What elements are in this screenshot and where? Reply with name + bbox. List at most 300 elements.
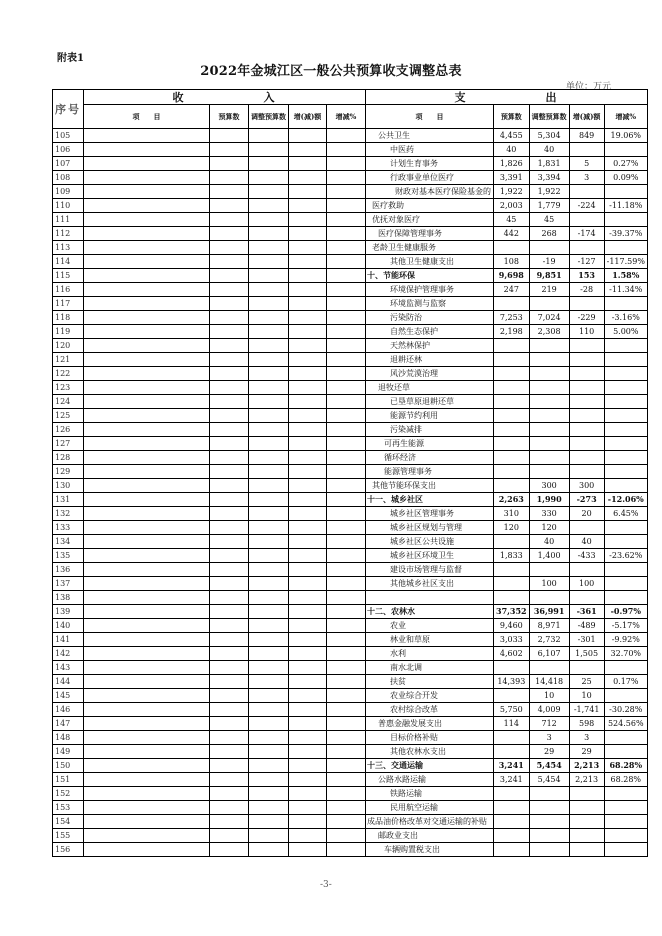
expense-change-cell: 153 (569, 269, 604, 283)
income-change-cell (289, 283, 327, 297)
income-pct-cell (327, 745, 366, 759)
income-budget-cell (210, 773, 249, 787)
income-change-cell (289, 353, 327, 367)
expense-pct-cell: 524.56% (604, 717, 647, 731)
expense-budget-cell (494, 423, 530, 437)
expense-pct-cell (604, 367, 647, 381)
income-budget-cell (210, 815, 249, 829)
expense-change-cell: -127 (569, 255, 604, 269)
income-budget-cell (210, 647, 249, 661)
expense-item-cell: 城乡社区公共设施 (366, 535, 494, 549)
expense-adjusted-cell: 1,779 (529, 199, 569, 213)
expense-item-cell: 已垦草原退耕还草 (366, 395, 494, 409)
expense-change-cell (569, 143, 604, 157)
income-change-cell (289, 717, 327, 731)
seq-cell: 107 (53, 157, 84, 171)
income-budget-cell (210, 619, 249, 633)
expense-change-cell: -301 (569, 633, 604, 647)
expense-item-cell: 城乡社区规划与管理 (366, 521, 494, 535)
income-adjusted-cell (249, 787, 289, 801)
expense-budget-cell (494, 829, 530, 843)
seq-cell: 125 (53, 409, 84, 423)
expense-item-cell: 城乡社区环境卫生 (366, 549, 494, 563)
expense-adjusted-cell (529, 829, 569, 843)
expense-budget-cell (494, 451, 530, 465)
expense-pct-cell (604, 465, 647, 479)
expense-adjusted-cell (529, 801, 569, 815)
income-change-cell (289, 367, 327, 381)
income-change-cell (289, 829, 327, 843)
table-row (53, 619, 648, 633)
income-pct-cell (327, 143, 366, 157)
expense-change-cell (569, 339, 604, 353)
expense-pct-cell (604, 353, 647, 367)
income-change-cell (289, 451, 327, 465)
expense-budget-cell: 4,455 (494, 129, 530, 143)
expense-adjusted-cell: 219 (529, 283, 569, 297)
income-pct-cell (327, 423, 366, 437)
annex-label: 附表1 (57, 53, 84, 64)
expense-adjusted-cell: 36,991 (529, 605, 569, 619)
seq-cell: 119 (53, 325, 84, 339)
income-budget-cell (210, 423, 249, 437)
expense-pct-cell: -9.92% (604, 633, 647, 647)
income-pct-cell (327, 199, 366, 213)
income-pct-cell (327, 787, 366, 801)
income-group-header: 收 入 (84, 90, 366, 105)
income-change-cell (289, 395, 327, 409)
income-item-cell (84, 129, 210, 143)
seq-cell: 138 (53, 591, 84, 605)
expense-item-cell: 建设市场管理与监督 (366, 563, 494, 577)
income-item-cell (84, 157, 210, 171)
income-adjusted-cell (249, 353, 289, 367)
income-adjusted-cell (249, 185, 289, 199)
expense-adjusted-cell: 100 (529, 577, 569, 591)
income-change-cell (289, 521, 327, 535)
income-item-cell (84, 563, 210, 577)
expense-adjusted-cell (529, 409, 569, 423)
expense-budget-cell: 9,698 (494, 269, 530, 283)
expense-adjusted-cell (529, 395, 569, 409)
income-change-cell (289, 213, 327, 227)
expense-pct-cell: -12.06% (604, 493, 647, 507)
income-pct-cell (327, 339, 366, 353)
income-item-cell (84, 395, 210, 409)
income-item-cell (84, 311, 210, 325)
income-change-cell (289, 143, 327, 157)
income-budget-cell (210, 549, 249, 563)
unit-label: 单位：万元 (566, 82, 612, 92)
table-row (53, 675, 648, 689)
expense-pct-cell (604, 521, 647, 535)
expense-item-cell: 能源节约利用 (366, 409, 494, 423)
expense-pct-cell (604, 535, 647, 549)
expense-change-cell: 598 (569, 717, 604, 731)
income-budget-cell (210, 703, 249, 717)
income-budget-cell (210, 675, 249, 689)
expense-change-header: 增(减)额 (569, 105, 604, 129)
table-row (53, 465, 648, 479)
expense-pct-cell: -23.62% (604, 549, 647, 563)
seq-cell: 152 (53, 787, 84, 801)
table-row (53, 703, 648, 717)
expense-pct-cell: 5.00% (604, 325, 647, 339)
income-adjusted-cell (249, 717, 289, 731)
seq-cell: 111 (53, 213, 84, 227)
income-change-cell (289, 437, 327, 451)
expense-budget-cell (494, 577, 530, 591)
expense-budget-cell: 442 (494, 227, 530, 241)
income-pct-cell (327, 815, 366, 829)
expense-item-cell: 中医药 (366, 143, 494, 157)
table-row (53, 437, 648, 451)
income-adjusted-cell (249, 255, 289, 269)
income-budget-cell (210, 843, 249, 857)
income-budget-cell (210, 521, 249, 535)
income-change-cell (289, 255, 327, 269)
income-budget-cell (210, 731, 249, 745)
income-adjusted-cell (249, 661, 289, 675)
income-item-cell (84, 535, 210, 549)
income-budget-cell (210, 269, 249, 283)
expense-budget-cell (494, 395, 530, 409)
expense-adjusted-cell: 5,304 (529, 129, 569, 143)
expense-adjusted-cell (529, 465, 569, 479)
income-budget-cell (210, 717, 249, 731)
seq-cell: 120 (53, 339, 84, 353)
income-budget-cell (210, 143, 249, 157)
expense-budget-cell (494, 591, 530, 605)
expense-budget-cell (494, 339, 530, 353)
income-change-cell (289, 661, 327, 675)
income-change-cell (289, 185, 327, 199)
expense-change-cell: 29 (569, 745, 604, 759)
income-adjusted-cell (249, 241, 289, 255)
income-budget-cell (210, 325, 249, 339)
income-adjusted-cell (249, 759, 289, 773)
table-row (53, 563, 648, 577)
expense-adjusted-cell: 4,009 (529, 703, 569, 717)
expense-item-cell: 林业和草原 (366, 633, 494, 647)
income-change-cell (289, 689, 327, 703)
table-row (53, 423, 648, 437)
income-budget-cell (210, 129, 249, 143)
table-row (53, 829, 648, 843)
income-change-cell (289, 493, 327, 507)
income-adjusted-cell (249, 311, 289, 325)
expense-item-cell: 南水北调 (366, 661, 494, 675)
expense-item-cell: 铁路运输 (366, 787, 494, 801)
income-budget-cell (210, 493, 249, 507)
expense-budget-cell (494, 367, 530, 381)
seq-cell: 124 (53, 395, 84, 409)
expense-adjusted-cell: 3 (529, 731, 569, 745)
expense-change-cell (569, 241, 604, 255)
expense-item-cell: 能源管理事务 (366, 465, 494, 479)
expense-pct-cell (604, 591, 647, 605)
income-pct-cell (327, 227, 366, 241)
expense-adjusted-cell: 10 (529, 689, 569, 703)
income-change-cell (289, 759, 327, 773)
income-pct-cell (327, 619, 366, 633)
expense-change-cell (569, 185, 604, 199)
table-row (53, 815, 648, 829)
expense-budget-cell (494, 437, 530, 451)
income-adjusted-cell (249, 479, 289, 493)
income-adjusted-cell (249, 549, 289, 563)
expense-pct-cell: -11.34% (604, 283, 647, 297)
income-pct-cell (327, 451, 366, 465)
income-pct-cell (327, 507, 366, 521)
income-adjusted-cell (249, 521, 289, 535)
income-item-cell (84, 255, 210, 269)
expense-change-cell (569, 409, 604, 423)
expense-item-cell: 民用航空运输 (366, 801, 494, 815)
income-pct-cell (327, 591, 366, 605)
income-pct-cell (327, 213, 366, 227)
income-pct-cell (327, 409, 366, 423)
expense-item-cell: 其他农林水支出 (366, 745, 494, 759)
expense-item-cell: 天然林保护 (366, 339, 494, 353)
expense-adjusted-cell (529, 367, 569, 381)
income-adjusted-cell (249, 829, 289, 843)
expense-item-cell: 十、节能环保 (366, 269, 494, 283)
expense-change-cell (569, 437, 604, 451)
expense-change-cell: 1,505 (569, 647, 604, 661)
income-pct-cell (327, 549, 366, 563)
income-budget-cell (210, 801, 249, 815)
income-adjusted-cell (249, 689, 289, 703)
income-item-cell (84, 745, 210, 759)
income-budget-cell (210, 367, 249, 381)
income-item-cell (84, 591, 210, 605)
seq-cell: 116 (53, 283, 84, 297)
expense-budget-cell: 2,198 (494, 325, 530, 339)
expense-adjusted-cell: 1,831 (529, 157, 569, 171)
income-pct-cell (327, 703, 366, 717)
expense-item-cell: 农村综合改革 (366, 703, 494, 717)
expense-budget-cell: 1,922 (494, 185, 530, 199)
expense-adjusted-cell (529, 297, 569, 311)
expense-change-cell (569, 563, 604, 577)
income-adjusted-cell (249, 465, 289, 479)
seq-cell: 130 (53, 479, 84, 493)
income-item-cell (84, 479, 210, 493)
income-item-header: 项 目 (84, 105, 210, 129)
expense-budget-header: 预算数 (494, 105, 530, 129)
income-change-cell (289, 773, 327, 787)
seq-cell: 149 (53, 745, 84, 759)
expense-adjusted-cell: 40 (529, 535, 569, 549)
table-row (53, 367, 648, 381)
expense-pct-cell: -5.17% (604, 619, 647, 633)
seq-cell: 128 (53, 451, 84, 465)
expense-change-cell (569, 297, 604, 311)
seq-cell: 154 (53, 815, 84, 829)
expense-adjusted-cell: 5,454 (529, 759, 569, 773)
income-pct-cell (327, 395, 366, 409)
table-row (53, 297, 648, 311)
income-pct-cell (327, 297, 366, 311)
expense-adjusted-cell: 45 (529, 213, 569, 227)
income-adjusted-cell (249, 619, 289, 633)
income-budget-cell (210, 787, 249, 801)
expense-change-cell: -1,741 (569, 703, 604, 717)
table-row (53, 717, 648, 731)
table-row (53, 339, 648, 353)
table-row (53, 745, 648, 759)
income-pct-cell (327, 829, 366, 843)
seq-cell: 127 (53, 437, 84, 451)
income-item-cell (84, 731, 210, 745)
header-row-columns (53, 105, 648, 129)
income-pct-cell (327, 633, 366, 647)
income-budget-cell (210, 353, 249, 367)
expense-item-cell: 十三、交通运输 (366, 759, 494, 773)
expense-adjusted-cell (529, 353, 569, 367)
seq-cell: 151 (53, 773, 84, 787)
expense-adjusted-cell (529, 339, 569, 353)
income-item-cell (84, 437, 210, 451)
income-change-cell (289, 577, 327, 591)
expense-item-cell: 财政对基本医疗保险基金的 (366, 185, 494, 199)
income-budget-cell (210, 437, 249, 451)
expense-item-cell: 其他城乡社区支出 (366, 577, 494, 591)
expense-adjusted-cell: 2,732 (529, 633, 569, 647)
table-row (53, 199, 648, 213)
expense-budget-cell: 114 (494, 717, 530, 731)
income-item-cell (84, 815, 210, 829)
seq-cell: 144 (53, 675, 84, 689)
expense-budget-cell: 5,750 (494, 703, 530, 717)
income-change-cell (289, 465, 327, 479)
expense-pct-cell: -0.97% (604, 605, 647, 619)
expense-pct-cell: 0.27% (604, 157, 647, 171)
income-change-cell (289, 549, 327, 563)
seq-cell: 135 (53, 549, 84, 563)
expense-adjusted-cell (529, 451, 569, 465)
seq-cell: 122 (53, 367, 84, 381)
income-item-cell (84, 759, 210, 773)
income-budget-cell (210, 759, 249, 773)
income-budget-cell (210, 199, 249, 213)
income-pct-cell (327, 675, 366, 689)
income-budget-cell (210, 297, 249, 311)
seq-cell: 131 (53, 493, 84, 507)
expense-pct-cell (604, 381, 647, 395)
income-pct-cell (327, 689, 366, 703)
expense-change-cell: 3 (569, 171, 604, 185)
income-adjusted-cell (249, 409, 289, 423)
expense-pct-cell: 1.58% (604, 269, 647, 283)
expense-adjusted-cell: 9,851 (529, 269, 569, 283)
income-adjusted-cell (249, 815, 289, 829)
table-row (53, 731, 648, 745)
income-adjusted-cell (249, 325, 289, 339)
income-change-cell (289, 269, 327, 283)
table-row (53, 311, 648, 325)
expense-adjusted-cell: 14,418 (529, 675, 569, 689)
income-change-cell (289, 339, 327, 353)
income-pct-cell (327, 381, 366, 395)
expense-budget-cell (494, 731, 530, 745)
expense-change-cell: 849 (569, 129, 604, 143)
table-row (53, 213, 648, 227)
expense-item-cell: 环境监测与监察 (366, 297, 494, 311)
income-item-cell (84, 185, 210, 199)
expense-budget-cell (494, 381, 530, 395)
expense-pct-cell (604, 339, 647, 353)
income-item-cell (84, 325, 210, 339)
seq-cell: 145 (53, 689, 84, 703)
expense-budget-cell: 2,263 (494, 493, 530, 507)
expense-adjusted-cell: 2,308 (529, 325, 569, 339)
table-row (53, 521, 648, 535)
income-pct-cell (327, 129, 366, 143)
expense-change-cell: 25 (569, 675, 604, 689)
income-item-cell (84, 675, 210, 689)
table-row (53, 381, 648, 395)
income-item-cell (84, 661, 210, 675)
income-budget-cell (210, 227, 249, 241)
income-adjusted-cell (249, 675, 289, 689)
table-row (53, 773, 648, 787)
expense-change-cell: -489 (569, 619, 604, 633)
income-pct-cell (327, 661, 366, 675)
expense-change-cell: 2,213 (569, 759, 604, 773)
expense-adjusted-cell: 712 (529, 717, 569, 731)
income-budget-header: 预算数 (210, 105, 249, 129)
expense-pct-cell (604, 241, 647, 255)
income-item-cell (84, 577, 210, 591)
expense-pct-cell (604, 451, 647, 465)
income-budget-cell (210, 283, 249, 297)
table-row (53, 787, 648, 801)
expense-adjusted-cell (529, 591, 569, 605)
income-adjusted-cell (249, 227, 289, 241)
income-pct-cell (327, 773, 366, 787)
income-change-cell (289, 801, 327, 815)
income-adjusted-cell (249, 577, 289, 591)
seq-cell: 105 (53, 129, 84, 143)
income-adjusted-cell (249, 773, 289, 787)
income-item-cell (84, 199, 210, 213)
budget-table (52, 89, 648, 857)
income-pct-cell (327, 185, 366, 199)
expense-budget-cell: 3,033 (494, 633, 530, 647)
income-change-cell (289, 507, 327, 521)
income-adjusted-cell (249, 703, 289, 717)
income-adjusted-cell (249, 381, 289, 395)
expense-pct-cell (604, 815, 647, 829)
income-change-cell (289, 311, 327, 325)
expense-budget-cell: 45 (494, 213, 530, 227)
seq-cell: 136 (53, 563, 84, 577)
expense-change-cell (569, 381, 604, 395)
expense-budget-cell: 3,391 (494, 171, 530, 185)
income-item-cell (84, 213, 210, 227)
expense-pct-cell (604, 213, 647, 227)
seq-cell: 148 (53, 731, 84, 745)
seq-cell: 142 (53, 647, 84, 661)
expense-pct-cell (604, 801, 647, 815)
income-budget-cell (210, 535, 249, 549)
income-change-cell (289, 381, 327, 395)
expense-adjusted-cell (529, 241, 569, 255)
table-row (53, 227, 648, 241)
expense-pct-cell: 68.28% (604, 773, 647, 787)
